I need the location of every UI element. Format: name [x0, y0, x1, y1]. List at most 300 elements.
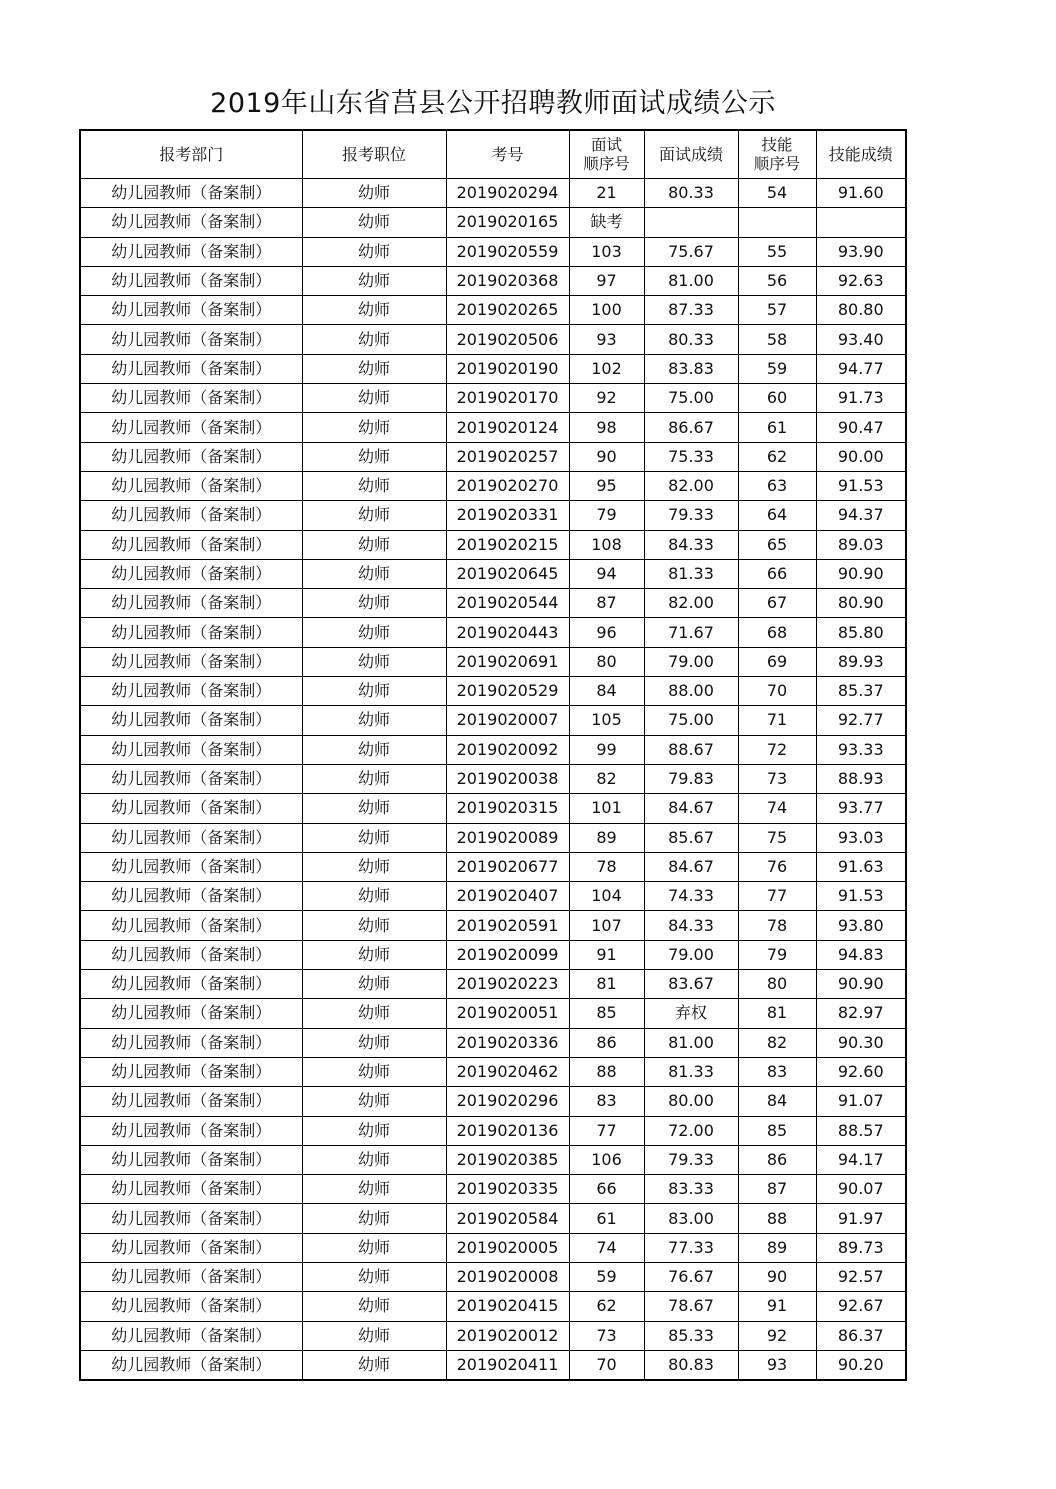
cell-position: 幼师	[302, 1233, 446, 1262]
cell-exam-no: 2019020190	[446, 354, 569, 383]
cell-interview-score: 75.00	[644, 384, 738, 413]
cell-position: 幼师	[302, 794, 446, 823]
cell-dept: 幼儿园教师（备案制）	[80, 413, 302, 442]
cell-exam-no: 2019020462	[446, 1057, 569, 1086]
cell-interview-order: 88	[569, 1057, 644, 1086]
table-row	[80, 384, 906, 413]
cell-skill-score: 91.53	[816, 471, 906, 500]
table-row	[80, 559, 906, 588]
cell-dept: 幼儿园教师（备案制）	[80, 677, 302, 706]
cell-exam-no: 2019020257	[446, 442, 569, 471]
cell-interview-order: 87	[569, 589, 644, 618]
cell-skill-order: 80	[738, 970, 816, 999]
cell-interview-score: 87.33	[644, 296, 738, 325]
cell-skill-score: 92.60	[816, 1057, 906, 1086]
cell-interview-score: 77.33	[644, 1233, 738, 1262]
cell-interview-score: 84.33	[644, 530, 738, 559]
cell-dept: 幼儿园教师（备案制）	[80, 852, 302, 881]
cell-dept: 幼儿园教师（备案制）	[80, 237, 302, 266]
cell-dept: 幼儿园教师（备案制）	[80, 618, 302, 647]
cell-interview-order: 105	[569, 706, 644, 735]
cell-interview-score: 84.67	[644, 794, 738, 823]
cell-skill-score: 90.07	[816, 1175, 906, 1204]
cell-interview-score: 80.00	[644, 1087, 738, 1116]
cell-interview-order: 90	[569, 442, 644, 471]
cell-exam-no: 2019020051	[446, 999, 569, 1028]
cell-exam-no: 2019020645	[446, 559, 569, 588]
cell-interview-order: 98	[569, 413, 644, 442]
cell-skill-order: 90	[738, 1262, 816, 1291]
cell-dept: 幼儿园教师（备案制）	[80, 882, 302, 911]
header-row	[80, 130, 906, 179]
cell-interview-order: 61	[569, 1204, 644, 1233]
table-row	[80, 471, 906, 500]
cell-dept: 幼儿园教师（备案制）	[80, 208, 302, 237]
cell-position: 幼师	[302, 208, 446, 237]
cell-exam-no: 2019020007	[446, 706, 569, 735]
cell-exam-no: 2019020089	[446, 823, 569, 852]
cell-dept: 幼儿园教师（备案制）	[80, 589, 302, 618]
cell-skill-score: 80.80	[816, 296, 906, 325]
cell-skill-score: 91.97	[816, 1204, 906, 1233]
cell-position: 幼师	[302, 1204, 446, 1233]
cell-dept: 幼儿园教师（备案制）	[80, 823, 302, 852]
cell-dept: 幼儿园教师（备案制）	[80, 1057, 302, 1086]
cell-interview-order: 80	[569, 647, 644, 676]
cell-interview-score	[644, 208, 738, 237]
table-row	[80, 618, 906, 647]
cell-interview-order: 95	[569, 471, 644, 500]
score-table	[79, 129, 907, 1381]
cell-skill-score: 91.73	[816, 384, 906, 413]
cell-dept: 幼儿园教师（备案制）	[80, 940, 302, 969]
cell-position: 幼师	[302, 179, 446, 208]
cell-position: 幼师	[302, 1145, 446, 1174]
cell-skill-order: 81	[738, 999, 816, 1028]
cell-dept: 幼儿园教师（备案制）	[80, 559, 302, 588]
cell-interview-order: 83	[569, 1087, 644, 1116]
table-row	[80, 589, 906, 618]
cell-exam-no: 2019020124	[446, 413, 569, 442]
cell-skill-order	[738, 208, 816, 237]
cell-interview-score: 88.00	[644, 677, 738, 706]
cell-interview-order: 78	[569, 852, 644, 881]
cell-exam-no: 2019020038	[446, 764, 569, 793]
cell-exam-no: 2019020591	[446, 911, 569, 940]
table-row	[80, 677, 906, 706]
cell-skill-order: 70	[738, 677, 816, 706]
cell-exam-no: 2019020411	[446, 1350, 569, 1380]
cell-interview-score: 80.83	[644, 1350, 738, 1380]
cell-skill-order: 54	[738, 179, 816, 208]
table-row	[80, 1145, 906, 1174]
cell-skill-score: 89.93	[816, 647, 906, 676]
cell-skill-score: 94.37	[816, 501, 906, 530]
cell-dept: 幼儿园教师（备案制）	[80, 530, 302, 559]
cell-interview-score: 71.67	[644, 618, 738, 647]
cell-skill-score: 93.80	[816, 911, 906, 940]
cell-skill-order: 74	[738, 794, 816, 823]
cell-skill-order: 57	[738, 296, 816, 325]
cell-skill-order: 89	[738, 1233, 816, 1262]
cell-skill-score: 86.37	[816, 1321, 906, 1350]
cell-skill-order: 77	[738, 882, 816, 911]
cell-interview-order: 86	[569, 1028, 644, 1057]
cell-interview-score: 75.67	[644, 237, 738, 266]
cell-position: 幼师	[302, 706, 446, 735]
cell-interview-score: 88.67	[644, 735, 738, 764]
cell-position: 幼师	[302, 764, 446, 793]
cell-dept: 幼儿园教师（备案制）	[80, 296, 302, 325]
cell-skill-score: 90.90	[816, 559, 906, 588]
cell-interview-score: 82.00	[644, 589, 738, 618]
cell-position: 幼师	[302, 530, 446, 559]
cell-interview-order: 96	[569, 618, 644, 647]
cell-dept: 幼儿园教师（备案制）	[80, 647, 302, 676]
cell-interview-score: 85.67	[644, 823, 738, 852]
cell-skill-order: 75	[738, 823, 816, 852]
cell-skill-score: 90.20	[816, 1350, 906, 1380]
cell-skill-score: 92.57	[816, 1262, 906, 1291]
cell-interview-order: 62	[569, 1292, 644, 1321]
cell-skill-score: 88.57	[816, 1116, 906, 1145]
cell-interview-order: 104	[569, 882, 644, 911]
cell-interview-order: 74	[569, 1233, 644, 1262]
cell-skill-order: 87	[738, 1175, 816, 1204]
cell-interview-score: 76.67	[644, 1262, 738, 1291]
cell-skill-order: 59	[738, 354, 816, 383]
table-row	[80, 999, 906, 1028]
cell-skill-score: 93.90	[816, 237, 906, 266]
cell-exam-no: 2019020335	[446, 1175, 569, 1204]
cell-exam-no: 2019020584	[446, 1204, 569, 1233]
cell-interview-order: 59	[569, 1262, 644, 1291]
cell-interview-score: 84.33	[644, 911, 738, 940]
cell-dept: 幼儿园教师（备案制）	[80, 970, 302, 999]
table-row	[80, 852, 906, 881]
table-row	[80, 1175, 906, 1204]
cell-skill-order: 55	[738, 237, 816, 266]
table-row	[80, 530, 906, 559]
cell-position: 幼师	[302, 999, 446, 1028]
cell-position: 幼师	[302, 882, 446, 911]
cell-interview-score: 79.33	[644, 1145, 738, 1174]
cell-skill-score: 93.33	[816, 735, 906, 764]
cell-exam-no: 2019020385	[446, 1145, 569, 1174]
cell-exam-no: 2019020544	[446, 589, 569, 618]
cell-exam-no: 2019020506	[446, 325, 569, 354]
cell-interview-order: 97	[569, 266, 644, 295]
cell-interview-score: 弃权	[644, 999, 738, 1028]
cell-dept: 幼儿园教师（备案制）	[80, 1321, 302, 1350]
cell-interview-score: 75.33	[644, 442, 738, 471]
cell-skill-score: 89.73	[816, 1233, 906, 1262]
cell-position: 幼师	[302, 442, 446, 471]
cell-interview-score: 79.00	[644, 940, 738, 969]
cell-skill-order: 60	[738, 384, 816, 413]
table-row	[80, 208, 906, 237]
cell-interview-order: 79	[569, 501, 644, 530]
cell-skill-score: 85.80	[816, 618, 906, 647]
cell-skill-order: 63	[738, 471, 816, 500]
cell-interview-order: 70	[569, 1350, 644, 1380]
cell-skill-order: 91	[738, 1292, 816, 1321]
cell-exam-no: 2019020529	[446, 677, 569, 706]
cell-dept: 幼儿园教师（备案制）	[80, 1145, 302, 1174]
cell-skill-score: 94.77	[816, 354, 906, 383]
table-row	[80, 1292, 906, 1321]
cell-dept: 幼儿园教师（备案制）	[80, 471, 302, 500]
cell-exam-no: 2019020296	[446, 1087, 569, 1116]
cell-skill-score: 93.40	[816, 325, 906, 354]
cell-position: 幼师	[302, 677, 446, 706]
table-row	[80, 266, 906, 295]
cell-dept: 幼儿园教师（备案制）	[80, 1262, 302, 1291]
table-row	[80, 1057, 906, 1086]
cell-skill-order: 79	[738, 940, 816, 969]
cell-position: 幼师	[302, 823, 446, 852]
cell-exam-no: 2019020368	[446, 266, 569, 295]
header-interview-order: 面试 顺序号	[569, 130, 644, 179]
header-skill-order: 技能 顺序号	[738, 130, 816, 179]
cell-dept: 幼儿园教师（备案制）	[80, 442, 302, 471]
table-row	[80, 940, 906, 969]
cell-skill-score: 90.30	[816, 1028, 906, 1057]
cell-interview-score: 72.00	[644, 1116, 738, 1145]
cell-position: 幼师	[302, 911, 446, 940]
cell-interview-order: 81	[569, 970, 644, 999]
cell-interview-order: 106	[569, 1145, 644, 1174]
cell-skill-score: 92.67	[816, 1292, 906, 1321]
cell-dept: 幼儿园教师（备案制）	[80, 764, 302, 793]
cell-interview-order: 92	[569, 384, 644, 413]
cell-position: 幼师	[302, 1087, 446, 1116]
cell-interview-score: 79.83	[644, 764, 738, 793]
cell-exam-no: 2019020099	[446, 940, 569, 969]
table-row	[80, 354, 906, 383]
cell-interview-order: 82	[569, 764, 644, 793]
cell-interview-score: 74.33	[644, 882, 738, 911]
cell-skill-score: 91.63	[816, 852, 906, 881]
cell-position: 幼师	[302, 1350, 446, 1380]
cell-position: 幼师	[302, 735, 446, 764]
cell-skill-score: 90.47	[816, 413, 906, 442]
cell-exam-no: 2019020136	[446, 1116, 569, 1145]
table-row	[80, 735, 906, 764]
cell-skill-score: 88.93	[816, 764, 906, 793]
cell-position: 幼师	[302, 647, 446, 676]
table-row	[80, 501, 906, 530]
table-row	[80, 1204, 906, 1233]
cell-skill-score: 91.60	[816, 179, 906, 208]
cell-position: 幼师	[302, 471, 446, 500]
table-row	[80, 1233, 906, 1262]
cell-skill-order: 68	[738, 618, 816, 647]
cell-skill-score: 91.07	[816, 1087, 906, 1116]
table-row	[80, 1321, 906, 1350]
cell-interview-score: 81.33	[644, 559, 738, 588]
cell-skill-order: 62	[738, 442, 816, 471]
cell-position: 幼师	[302, 1175, 446, 1204]
cell-interview-score: 79.00	[644, 647, 738, 676]
cell-interview-order: 73	[569, 1321, 644, 1350]
cell-interview-order: 66	[569, 1175, 644, 1204]
header-exam-no: 考号	[446, 130, 569, 179]
cell-exam-no: 2019020215	[446, 530, 569, 559]
cell-interview-order: 101	[569, 794, 644, 823]
cell-position: 幼师	[302, 940, 446, 969]
cell-skill-order: 66	[738, 559, 816, 588]
cell-dept: 幼儿园教师（备案制）	[80, 1233, 302, 1262]
cell-dept: 幼儿园教师（备案制）	[80, 1028, 302, 1057]
cell-exam-no: 2019020407	[446, 882, 569, 911]
page-title: 2019年山东省莒县公开招聘教师面试成绩公示	[210, 88, 776, 119]
cell-position: 幼师	[302, 384, 446, 413]
table-row	[80, 1028, 906, 1057]
cell-interview-order: 102	[569, 354, 644, 383]
cell-dept: 幼儿园教师（备案制）	[80, 1204, 302, 1233]
cell-skill-score: 94.83	[816, 940, 906, 969]
cell-position: 幼师	[302, 970, 446, 999]
cell-interview-score: 83.00	[644, 1204, 738, 1233]
cell-interview-order: 99	[569, 735, 644, 764]
header-dept: 报考部门	[80, 130, 302, 179]
cell-exam-no: 2019020336	[446, 1028, 569, 1057]
cell-skill-score: 85.37	[816, 677, 906, 706]
cell-skill-order: 82	[738, 1028, 816, 1057]
cell-dept: 幼儿园教师（备案制）	[80, 1292, 302, 1321]
cell-exam-no: 2019020005	[446, 1233, 569, 1262]
table-row	[80, 1262, 906, 1291]
cell-exam-no: 2019020012	[446, 1321, 569, 1350]
cell-interview-order: 84	[569, 677, 644, 706]
cell-skill-order: 85	[738, 1116, 816, 1145]
cell-position: 幼师	[302, 1292, 446, 1321]
cell-dept: 幼儿园教师（备案制）	[80, 794, 302, 823]
cell-exam-no: 2019020165	[446, 208, 569, 237]
table-row	[80, 1087, 906, 1116]
cell-interview-order: 93	[569, 325, 644, 354]
cell-interview-score: 86.67	[644, 413, 738, 442]
cell-interview-order: 103	[569, 237, 644, 266]
header-position: 报考职位	[302, 130, 446, 179]
cell-skill-score: 91.53	[816, 882, 906, 911]
cell-skill-order: 61	[738, 413, 816, 442]
cell-exam-no: 2019020677	[446, 852, 569, 881]
cell-exam-no: 2019020294	[446, 179, 569, 208]
cell-exam-no: 2019020008	[446, 1262, 569, 1291]
cell-position: 幼师	[302, 237, 446, 266]
table-row	[80, 794, 906, 823]
cell-skill-score: 82.97	[816, 999, 906, 1028]
cell-skill-order: 86	[738, 1145, 816, 1174]
cell-skill-order: 69	[738, 647, 816, 676]
cell-skill-score: 89.03	[816, 530, 906, 559]
cell-interview-score: 81.00	[644, 1028, 738, 1057]
table-row	[80, 882, 906, 911]
cell-skill-order: 88	[738, 1204, 816, 1233]
cell-dept: 幼儿园教师（备案制）	[80, 1350, 302, 1380]
cell-interview-order: 77	[569, 1116, 644, 1145]
cell-skill-order: 58	[738, 325, 816, 354]
header-skill-score: 技能成绩	[816, 130, 906, 179]
cell-position: 幼师	[302, 296, 446, 325]
cell-dept: 幼儿园教师（备案制）	[80, 999, 302, 1028]
cell-interview-order: 85	[569, 999, 644, 1028]
cell-interview-score: 82.00	[644, 471, 738, 500]
cell-position: 幼师	[302, 1057, 446, 1086]
cell-interview-score: 81.33	[644, 1057, 738, 1086]
cell-interview-order: 91	[569, 940, 644, 969]
cell-dept: 幼儿园教师（备案制）	[80, 706, 302, 735]
table-body	[80, 179, 906, 1381]
table-row	[80, 1116, 906, 1145]
header-interview-score: 面试成绩	[644, 130, 738, 179]
cell-dept: 幼儿园教师（备案制）	[80, 735, 302, 764]
cell-skill-order: 71	[738, 706, 816, 735]
cell-skill-order: 92	[738, 1321, 816, 1350]
cell-skill-order: 84	[738, 1087, 816, 1116]
cell-position: 幼师	[302, 1321, 446, 1350]
table-header	[80, 130, 906, 179]
cell-position: 幼师	[302, 325, 446, 354]
cell-dept: 幼儿园教师（备案制）	[80, 384, 302, 413]
cell-interview-score: 80.33	[644, 325, 738, 354]
cell-skill-order: 73	[738, 764, 816, 793]
cell-dept: 幼儿园教师（备案制）	[80, 266, 302, 295]
cell-interview-score: 83.83	[644, 354, 738, 383]
cell-skill-order: 76	[738, 852, 816, 881]
cell-interview-order: 21	[569, 179, 644, 208]
cell-dept: 幼儿园教师（备案制）	[80, 1116, 302, 1145]
cell-position: 幼师	[302, 559, 446, 588]
table-row	[80, 764, 906, 793]
cell-interview-order: 缺考	[569, 208, 644, 237]
cell-position: 幼师	[302, 1116, 446, 1145]
cell-interview-score: 78.67	[644, 1292, 738, 1321]
table-row	[80, 1350, 906, 1380]
cell-skill-score: 93.03	[816, 823, 906, 852]
cell-position: 幼师	[302, 1262, 446, 1291]
cell-interview-order: 89	[569, 823, 644, 852]
cell-position: 幼师	[302, 852, 446, 881]
cell-interview-order: 100	[569, 296, 644, 325]
table-row	[80, 970, 906, 999]
table-row	[80, 296, 906, 325]
cell-interview-score: 80.33	[644, 179, 738, 208]
cell-dept: 幼儿园教师（备案制）	[80, 1087, 302, 1116]
table-row	[80, 179, 906, 208]
cell-interview-order: 108	[569, 530, 644, 559]
cell-interview-score: 75.00	[644, 706, 738, 735]
table-row	[80, 237, 906, 266]
cell-skill-order: 56	[738, 266, 816, 295]
cell-exam-no: 2019020559	[446, 237, 569, 266]
cell-position: 幼师	[302, 501, 446, 530]
cell-skill-order: 93	[738, 1350, 816, 1380]
cell-interview-score: 79.33	[644, 501, 738, 530]
cell-skill-order: 72	[738, 735, 816, 764]
cell-skill-order: 78	[738, 911, 816, 940]
cell-position: 幼师	[302, 413, 446, 442]
cell-dept: 幼儿园教师（备案制）	[80, 1175, 302, 1204]
cell-exam-no: 2019020691	[446, 647, 569, 676]
cell-interview-score: 84.67	[644, 852, 738, 881]
cell-interview-score: 83.33	[644, 1175, 738, 1204]
cell-skill-order: 83	[738, 1057, 816, 1086]
cell-position: 幼师	[302, 354, 446, 383]
cell-position: 幼师	[302, 589, 446, 618]
